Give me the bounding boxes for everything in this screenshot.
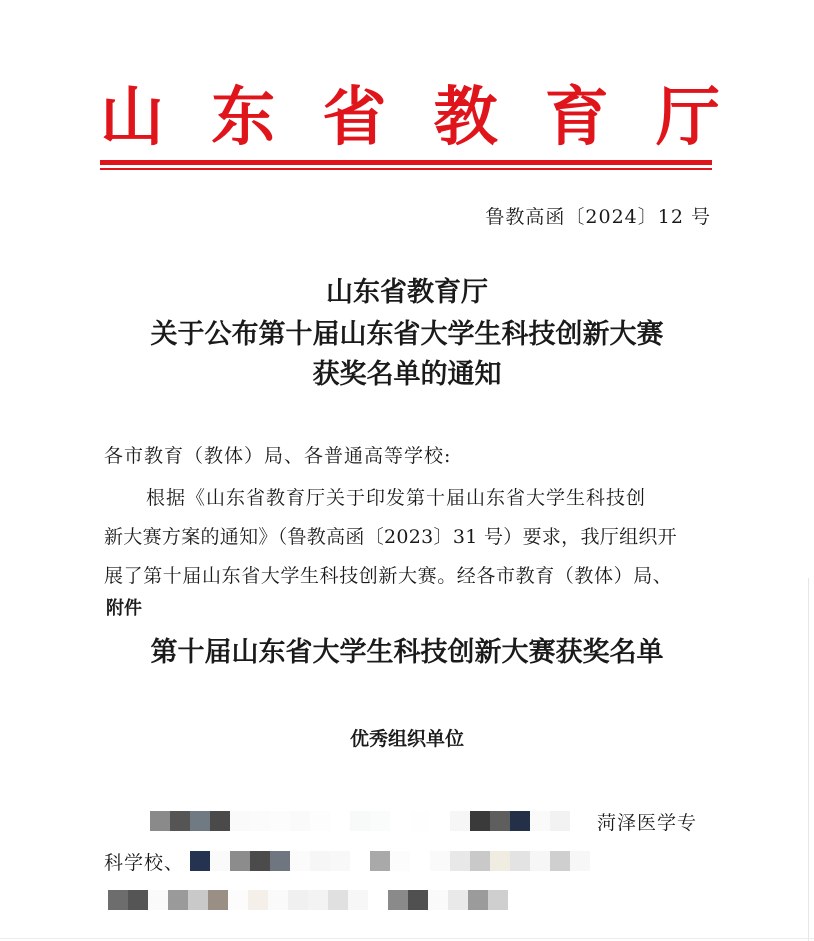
award-list-title: 第十届山东省大学生科技创新大赛获奖名单 [150,637,664,668]
attachment-label: 附件 [106,598,142,619]
paragraph-line: 展了第十届山东省大学生科技创新大赛。经各市教育（教体）局、 [104,565,673,587]
header-rule-thin [100,168,712,170]
paragraph-line: 根据《山东省教育厅关于印发第十届山东省大学生科技创 [146,487,647,509]
notice-title-line3: 获奖名单的通知 [312,359,502,390]
section-title: 优秀组织单位 [349,728,464,750]
org-char: 育 [544,81,609,155]
page-edge-divider [808,578,809,941]
org-char: 省 [322,81,387,155]
page-bottom-divider [0,938,814,939]
notice-title-line1: 山东省教育厅 [326,277,488,308]
notice-title-line2: 关于公布第十届山东省大学生科技创新大赛 [150,319,664,350]
issuing-authority-title [100,78,720,158]
unit-name-fragment: 科学校、 [104,852,185,874]
header-rule-thick [100,160,712,165]
org-char: 教 [433,81,498,155]
org-char: 厅 [655,81,720,155]
redaction-mosaic [108,890,508,910]
org-char: 山 [100,81,164,155]
paragraph-line: 新大赛方案的通知》（鲁教高函〔2023〕31 号）要求，我厅组织开 [104,526,677,548]
document-number: 鲁教高函〔2024〕12 号 [485,206,711,228]
org-char: 东 [211,81,276,155]
redaction-mosaic [190,851,590,871]
salutation: 各市教育（教体）局、各普通高等学校: [104,445,452,467]
unit-name-fragment: 菏泽医学专 [597,812,698,834]
redaction-mosaic [150,811,570,831]
